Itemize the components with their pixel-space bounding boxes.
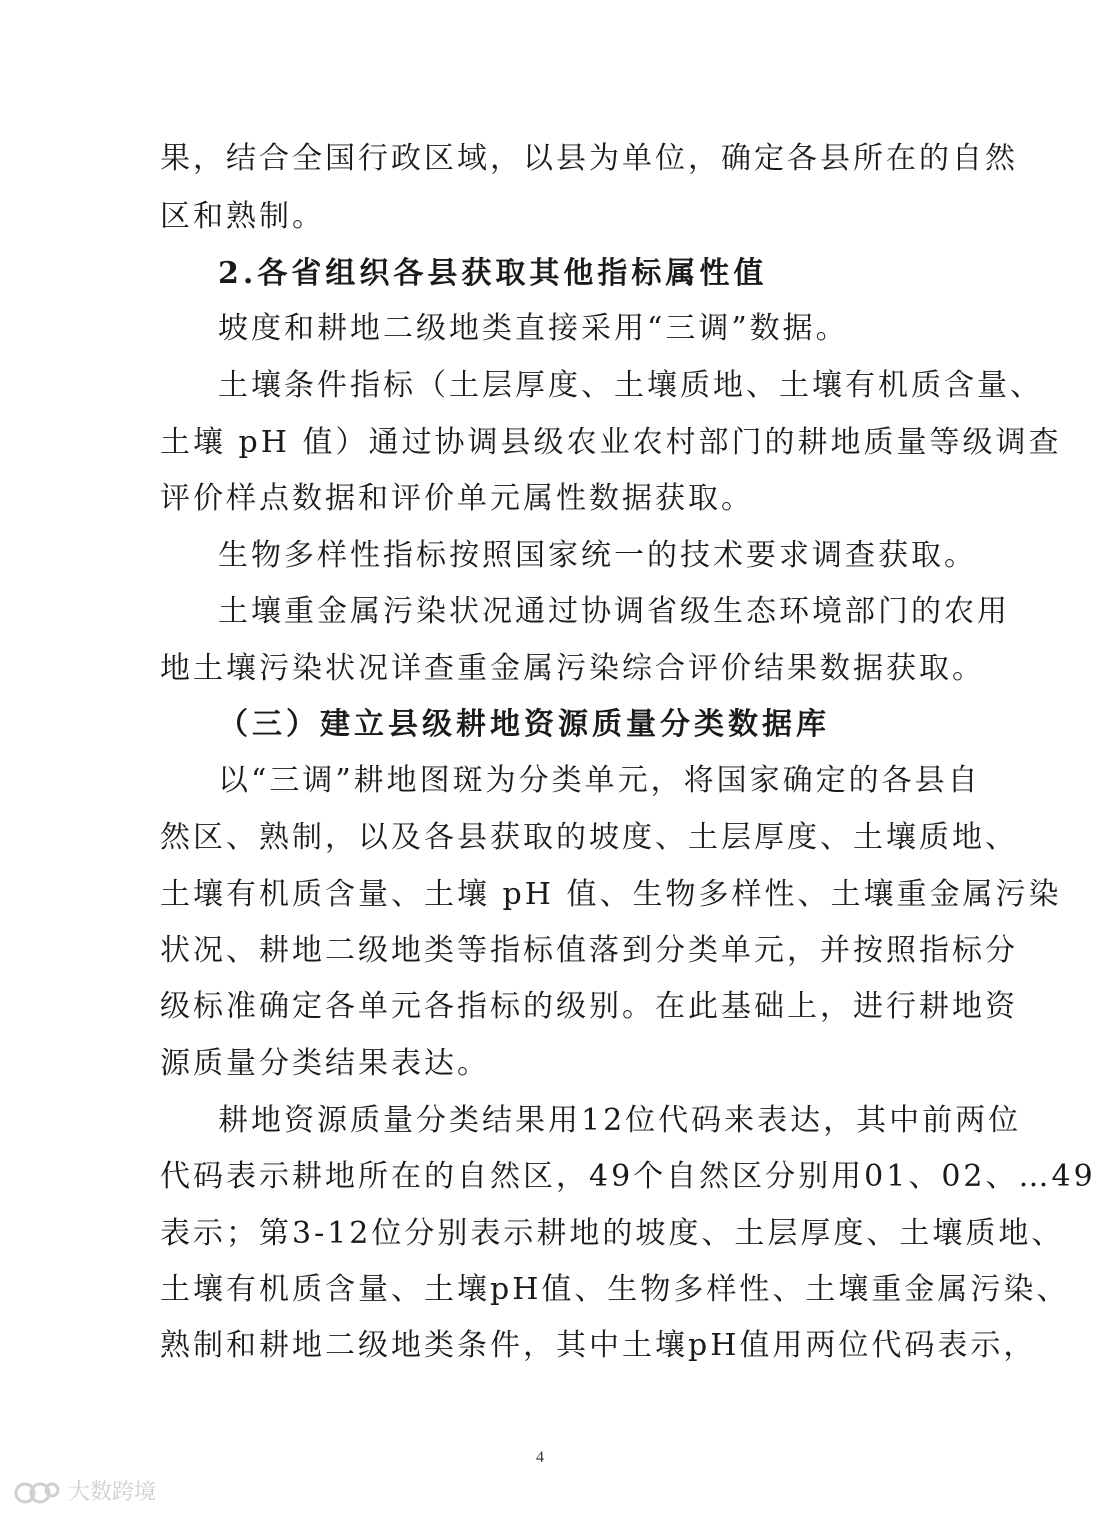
text-line: 然区、熟制，以及各县获取的坡度、土层厚度、土壤质地、 bbox=[160, 820, 1018, 855]
text-line: 土壤有机质含量、土壤pH值、生物多样性、土壤重金属污染、 bbox=[160, 1272, 1070, 1307]
text-line: 耕地资源质量分类结果用12位代码来表达，其中前两位 bbox=[218, 1103, 1022, 1138]
text-line: 熟制和耕地二级地类条件，其中土壤pH值用两位代码表示， bbox=[160, 1328, 1037, 1363]
text-line: 生物多样性指标按照国家统一的技术要求调查获取。 bbox=[218, 538, 977, 573]
text-line: 坡度和耕地二级地类直接采用“三调”数据。 bbox=[218, 311, 849, 346]
brand-logo-icon bbox=[14, 1478, 62, 1508]
watermark bbox=[14, 1478, 156, 1508]
text-line: 表示；第3-12位分别表示耕地的坡度、土层厚度、土壤质地、 bbox=[160, 1216, 1065, 1251]
text-line: 区和熟制。 bbox=[160, 199, 325, 234]
section-heading: （三）建立县级耕地资源质量分类数据库 bbox=[218, 707, 830, 742]
watermark-text: 大数跨境 bbox=[68, 1480, 157, 1505]
text-line: 土壤 pH 值）通过协调县级农业农村部门的耕地质量等级调查 bbox=[160, 425, 1062, 460]
text-line: 土壤有机质含量、土壤 pH 值、生物多样性、土壤重金属污染 bbox=[160, 877, 1062, 912]
text-line: 地土壤污染状况详查重金属污染综合评价结果数据获取。 bbox=[160, 651, 985, 686]
text-line: 以“三调”耕地图斑为分类单元，将国家确定的各县自 bbox=[218, 763, 981, 798]
text-line: 评价样点数据和评价单元属性数据获取。 bbox=[160, 481, 754, 516]
text-line: 土壤重金属污染状况通过协调省级生态环境部门的农用 bbox=[218, 594, 1010, 629]
section-heading: 2.各省组织各县获取其他指标属性值 bbox=[218, 256, 768, 291]
text-line: 源质量分类结果表达。 bbox=[160, 1046, 490, 1081]
text-line: 果，结合全国行政区域，以县为单位，确定各县所在的自然 bbox=[160, 141, 1018, 176]
text-line: 状况、耕地二级地类等指标值落到分类单元，并按照指标分 bbox=[160, 933, 1018, 968]
text-line: 土壤条件指标（土层厚度、土壤质地、土壤有机质含量、 bbox=[218, 368, 1043, 403]
page-number: 4 bbox=[536, 1449, 544, 1466]
text-line: 级标准确定各单元各指标的级别。在此基础上，进行耕地资 bbox=[160, 989, 1018, 1024]
text-line: 代码表示耕地所在的自然区，49个自然区分别用01、02、…49 bbox=[160, 1159, 1096, 1194]
